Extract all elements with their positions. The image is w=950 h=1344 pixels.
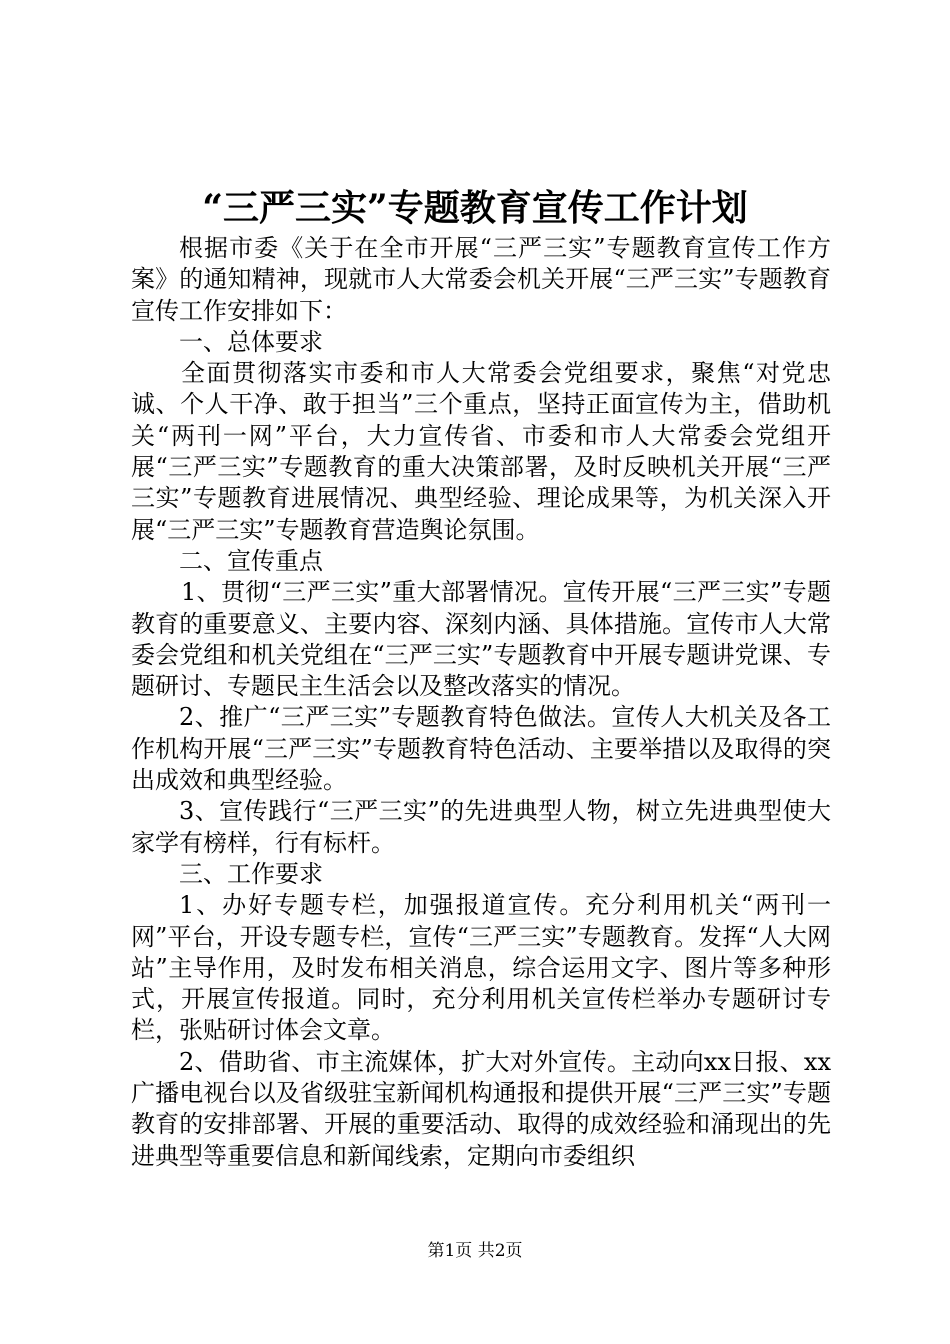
page-number-footer: 第1页 共2页 bbox=[427, 1241, 523, 1261]
section-2-item-1: 1、贯彻“三严三实”重大部署情况。宣传开展“三严三实”专题教育的重要意义、主要内容、深刻内涵、具体措施。宣传市人大常委会党组和机关党组在“三严三实”专题教育中开展专题讲党课、专题研讨、专题民主生活会以及整改落实的情况。 bbox=[131, 578, 831, 701]
document-title: “三严三实”专题教育宣传工作计划 bbox=[202, 187, 748, 229]
section-heading-2: 二、宣传重点 bbox=[179, 546, 323, 575]
section-2-item-2: 2、推广“三严三实”专题教育特色做法。宣传人大机关及各工作机构开展“三严三实”专题教育特色活动、主要举措以及取得的突出成效和典型经验。 bbox=[131, 703, 831, 795]
section-1-paragraph: 全面贯彻落实市委和市人大常委会党组要求，聚焦“对党忠诚、个人干净、敢于担当”三个重点，坚持正面宣传为主，借助机关“两刊一网”平台，大力宣传省、市委和市人大常委会党组开展“三严三实”专题教育的重大决策部署，及时反映机关开展“三严三实”专题教育进展情况、典型经验、理论成果等，为机关深入开展“三严三实”专题教育营造舆论氛围。 bbox=[131, 359, 831, 544]
section-heading-3: 三、工作要求 bbox=[179, 859, 323, 888]
section-heading-1: 一、总体要求 bbox=[179, 327, 323, 356]
document-body bbox=[131, 233, 831, 1172]
section-3-item-2: 2、借助省、市主流媒体，扩大对外宣传。主动向xx日报、xx广播电视台以及省级驻宝新闻机构通报和提供开展“三严三实”专题教育的安排部署、开展的重要活动、取得的成效经验和涌现出的先进典型等重要信息和新闻线索，定期向市委组织 bbox=[131, 1047, 831, 1170]
section-3-item-1: 1、办好专题专栏，加强报道宣传。充分利用机关“两刊一网”平台，开设专题专栏，宣传“三严三实”专题教育。发挥“人大网站”主导作用，及时发布相关消息，综合运用文字、图片等多种形式，开展宣传报道。同时，充分利用机关宣传栏举办专题研讨专栏，张贴研讨体会文章。 bbox=[131, 891, 831, 1045]
intro-paragraph: 根据市委《关于在全市开展“三严三实”专题教育宣传工作方案》的通知精神，现就市人大常委会机关开展“三严三实”专题教育宣传工作安排如下： bbox=[131, 234, 831, 325]
section-2-item-3: 3、宣传践行“三严三实”的先进典型人物，树立先进典型使大家学有榜样，行有标杆。 bbox=[131, 797, 831, 857]
